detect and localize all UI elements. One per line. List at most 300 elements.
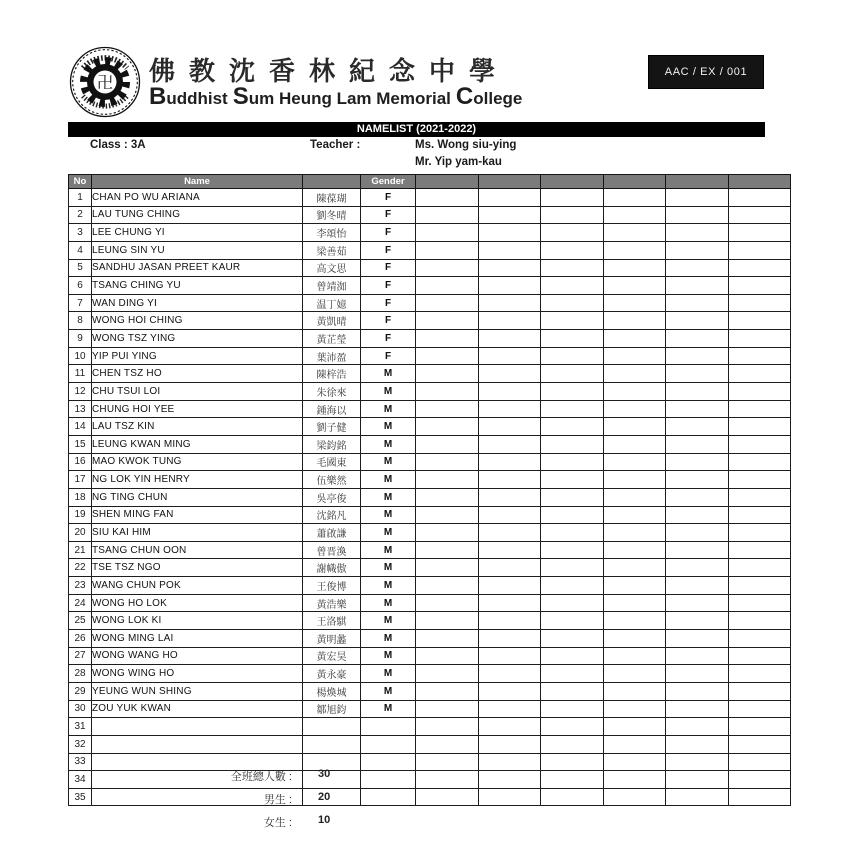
cell-gender: M bbox=[361, 594, 416, 612]
table-row bbox=[69, 488, 791, 506]
cell-empty bbox=[541, 435, 604, 453]
cell-empty bbox=[416, 506, 479, 524]
cell-empty bbox=[478, 788, 541, 806]
cell-empty bbox=[478, 383, 541, 401]
cell-english-name: CHUNG HOI YEE bbox=[92, 400, 303, 418]
cell-empty bbox=[478, 206, 541, 224]
cell-empty bbox=[541, 224, 604, 242]
cell-empty bbox=[416, 559, 479, 577]
cell-empty bbox=[478, 665, 541, 683]
cell-empty bbox=[416, 435, 479, 453]
cell-empty bbox=[666, 241, 729, 259]
cell-chinese-name: 伍樂然 bbox=[303, 471, 361, 489]
cell-gender: M bbox=[361, 541, 416, 559]
table-row bbox=[69, 206, 791, 224]
col-header-no: No bbox=[69, 175, 92, 189]
cell-empty bbox=[541, 594, 604, 612]
cell-empty bbox=[541, 506, 604, 524]
cell-english-name: LAU TSZ KIN bbox=[92, 418, 303, 436]
total-students-label: 全班總人數 : bbox=[230, 771, 292, 783]
table-row bbox=[69, 224, 791, 242]
cell-empty bbox=[666, 259, 729, 277]
cell-empty bbox=[603, 206, 666, 224]
cell-empty bbox=[416, 294, 479, 312]
cell-empty bbox=[478, 647, 541, 665]
cell-empty bbox=[666, 206, 729, 224]
cell-empty bbox=[728, 647, 791, 665]
cell-chinese-name: 黃浩樂 bbox=[303, 594, 361, 612]
cell-chinese-name: 黃宏昊 bbox=[303, 647, 361, 665]
cell-empty bbox=[478, 347, 541, 365]
teacher-name-1: Ms. Wong siu-ying bbox=[415, 139, 517, 151]
cell-chinese-name: 王俊博 bbox=[303, 577, 361, 595]
cell-empty bbox=[728, 577, 791, 595]
cell-empty bbox=[728, 347, 791, 365]
cell-empty bbox=[416, 735, 479, 753]
table-row bbox=[69, 312, 791, 330]
cell-gender: M bbox=[361, 612, 416, 630]
cell-empty bbox=[728, 612, 791, 630]
cell-empty bbox=[541, 365, 604, 383]
cell-english-name: CHU TSUI LOI bbox=[92, 383, 303, 401]
cell-chinese-name: 黃明蠡 bbox=[303, 630, 361, 648]
cell-chinese-name: 高文思 bbox=[303, 259, 361, 277]
cell-empty bbox=[666, 506, 729, 524]
cell-empty bbox=[603, 718, 666, 736]
cell-empty bbox=[728, 365, 791, 383]
cell-gender: M bbox=[361, 506, 416, 524]
cell-empty bbox=[541, 788, 604, 806]
cell-gender: M bbox=[361, 665, 416, 683]
school-name-en-part: College bbox=[455, 83, 523, 110]
cell-empty bbox=[603, 312, 666, 330]
cell-english-name: YIP PUI YING bbox=[92, 347, 303, 365]
col-header-empty bbox=[541, 175, 604, 189]
cell-empty bbox=[416, 312, 479, 330]
cell-empty bbox=[728, 665, 791, 683]
cell-empty bbox=[478, 277, 541, 295]
cell-chinese-name: 蕭啟謙 bbox=[303, 524, 361, 542]
cell-empty bbox=[728, 259, 791, 277]
cell-no: 21 bbox=[69, 541, 92, 559]
cell-empty bbox=[666, 630, 729, 648]
cell-empty bbox=[728, 206, 791, 224]
cell-english-name: SIU KAI HIM bbox=[92, 524, 303, 542]
cell-empty bbox=[416, 753, 479, 771]
cell-empty bbox=[541, 524, 604, 542]
cell-empty bbox=[603, 524, 666, 542]
cell-gender: F bbox=[361, 312, 416, 330]
cell-chinese-name: 劉子健 bbox=[303, 418, 361, 436]
cell-english-name bbox=[92, 718, 303, 736]
col-header-empty bbox=[728, 175, 791, 189]
cell-empty bbox=[603, 541, 666, 559]
cell-gender bbox=[361, 753, 416, 771]
cell-empty bbox=[666, 488, 729, 506]
cell-empty bbox=[541, 383, 604, 401]
cell-empty bbox=[416, 788, 479, 806]
cell-empty bbox=[603, 347, 666, 365]
cell-english-name: LEUNG KWAN MING bbox=[92, 435, 303, 453]
cell-empty bbox=[603, 612, 666, 630]
cell-empty bbox=[666, 612, 729, 630]
cell-english-name: TSANG CHING YU bbox=[92, 277, 303, 295]
cell-no: 27 bbox=[69, 647, 92, 665]
cell-empty bbox=[728, 541, 791, 559]
cell-no: 22 bbox=[69, 559, 92, 577]
cell-no: 23 bbox=[69, 577, 92, 595]
cell-empty bbox=[603, 735, 666, 753]
cell-empty bbox=[728, 753, 791, 771]
cell-chinese-name bbox=[303, 771, 361, 789]
cell-empty bbox=[541, 189, 604, 207]
cell-gender: M bbox=[361, 453, 416, 471]
cell-chinese-name: 梁鈞銘 bbox=[303, 435, 361, 453]
cell-chinese-name bbox=[303, 735, 361, 753]
cell-empty bbox=[666, 541, 729, 559]
cell-no: 12 bbox=[69, 383, 92, 401]
cell-empty bbox=[603, 647, 666, 665]
cell-empty bbox=[603, 435, 666, 453]
cell-empty bbox=[603, 630, 666, 648]
table-row bbox=[69, 682, 791, 700]
teacher-name-2: Mr. Yip yam-kau bbox=[415, 156, 502, 168]
cell-empty bbox=[541, 700, 604, 718]
teacher-label: Teacher : bbox=[310, 139, 361, 151]
cell-empty bbox=[603, 488, 666, 506]
cell-empty bbox=[603, 365, 666, 383]
cell-english-name: LEE CHUNG YI bbox=[92, 224, 303, 242]
cell-empty bbox=[728, 559, 791, 577]
cell-empty bbox=[666, 682, 729, 700]
boys-count-label: 男生 : bbox=[263, 794, 292, 806]
cell-no: 10 bbox=[69, 347, 92, 365]
cell-chinese-name: 陳梓浩 bbox=[303, 365, 361, 383]
cell-gender: M bbox=[361, 559, 416, 577]
col-header-name: Name bbox=[92, 175, 303, 189]
namelist-title-banner: NAMELIST (2021-2022) bbox=[68, 122, 765, 137]
cell-empty bbox=[478, 294, 541, 312]
girls-count-value: 10 bbox=[318, 814, 331, 826]
cell-empty bbox=[416, 682, 479, 700]
cell-gender: M bbox=[361, 577, 416, 595]
cell-no: 13 bbox=[69, 400, 92, 418]
cell-gender: F bbox=[361, 347, 416, 365]
cell-chinese-name: 陳葆瑚 bbox=[303, 189, 361, 207]
cell-empty bbox=[666, 647, 729, 665]
cell-empty bbox=[416, 259, 479, 277]
cell-chinese-name bbox=[303, 718, 361, 736]
cell-empty bbox=[728, 312, 791, 330]
cell-empty bbox=[728, 224, 791, 242]
cell-empty bbox=[478, 612, 541, 630]
cell-no: 30 bbox=[69, 700, 92, 718]
cell-empty bbox=[541, 330, 604, 348]
cell-empty bbox=[728, 488, 791, 506]
cell-empty bbox=[478, 312, 541, 330]
cell-no: 17 bbox=[69, 471, 92, 489]
cell-empty bbox=[666, 665, 729, 683]
cell-gender bbox=[361, 788, 416, 806]
table-row bbox=[69, 612, 791, 630]
table-row bbox=[69, 330, 791, 348]
table-row bbox=[69, 241, 791, 259]
cell-empty bbox=[478, 577, 541, 595]
cell-empty bbox=[478, 506, 541, 524]
cell-empty bbox=[541, 488, 604, 506]
class-label: Class : 3A bbox=[90, 139, 146, 151]
cell-empty bbox=[666, 788, 729, 806]
cell-empty bbox=[603, 330, 666, 348]
cell-chinese-name: 王洛騏 bbox=[303, 612, 361, 630]
cell-empty bbox=[416, 665, 479, 683]
col-header-chinese-name bbox=[303, 175, 361, 189]
cell-empty bbox=[603, 700, 666, 718]
cell-no: 4 bbox=[69, 241, 92, 259]
cell-empty bbox=[541, 753, 604, 771]
cell-english-name: CHEN TSZ HO bbox=[92, 365, 303, 383]
namelist-table-body bbox=[69, 189, 791, 806]
table-row bbox=[69, 347, 791, 365]
col-header-empty bbox=[666, 175, 729, 189]
cell-empty bbox=[603, 400, 666, 418]
cell-empty bbox=[541, 718, 604, 736]
cell-empty bbox=[416, 647, 479, 665]
table-row bbox=[69, 541, 791, 559]
cell-empty bbox=[541, 559, 604, 577]
table-row bbox=[69, 277, 791, 295]
cell-empty bbox=[728, 718, 791, 736]
cell-empty bbox=[728, 771, 791, 789]
cell-empty bbox=[728, 418, 791, 436]
cell-no: 9 bbox=[69, 330, 92, 348]
cell-empty bbox=[603, 418, 666, 436]
table-row bbox=[69, 506, 791, 524]
cell-empty bbox=[416, 224, 479, 242]
cell-empty bbox=[416, 189, 479, 207]
cell-gender: M bbox=[361, 630, 416, 648]
cell-no: 5 bbox=[69, 259, 92, 277]
col-header-gender: Gender bbox=[361, 175, 416, 189]
table-row bbox=[69, 665, 791, 683]
cell-empty bbox=[478, 735, 541, 753]
cell-empty bbox=[416, 612, 479, 630]
cell-empty bbox=[666, 524, 729, 542]
cell-no: 35 bbox=[69, 788, 92, 806]
cell-empty bbox=[478, 771, 541, 789]
cell-empty bbox=[728, 788, 791, 806]
cell-no: 25 bbox=[69, 612, 92, 630]
cell-empty bbox=[416, 718, 479, 736]
cell-empty bbox=[666, 189, 729, 207]
table-row bbox=[69, 471, 791, 489]
cell-empty bbox=[541, 241, 604, 259]
cell-empty bbox=[603, 665, 666, 683]
cell-english-name: WONG TSZ YING bbox=[92, 330, 303, 348]
cell-empty bbox=[541, 612, 604, 630]
cell-empty bbox=[541, 259, 604, 277]
cell-gender: M bbox=[361, 647, 416, 665]
cell-gender: F bbox=[361, 259, 416, 277]
cell-empty bbox=[666, 435, 729, 453]
cell-empty bbox=[416, 241, 479, 259]
cell-empty bbox=[666, 312, 729, 330]
cell-chinese-name: 葉沛盈 bbox=[303, 347, 361, 365]
cell-english-name: WANG CHUN POK bbox=[92, 577, 303, 595]
table-row bbox=[69, 594, 791, 612]
cell-empty bbox=[416, 330, 479, 348]
cell-english-name: SHEN MING FAN bbox=[92, 506, 303, 524]
cell-empty bbox=[541, 647, 604, 665]
cell-empty bbox=[416, 453, 479, 471]
cell-no: 2 bbox=[69, 206, 92, 224]
cell-gender bbox=[361, 718, 416, 736]
cell-empty bbox=[478, 259, 541, 277]
cell-english-name: WAN DING YI bbox=[92, 294, 303, 312]
cell-english-name: SANDHU JASAN PREET KAUR bbox=[92, 259, 303, 277]
table-row bbox=[69, 365, 791, 383]
cell-english-name: ZOU YUK KWAN bbox=[92, 700, 303, 718]
cell-chinese-name: 楊煥城 bbox=[303, 682, 361, 700]
table-row bbox=[69, 735, 791, 753]
cell-empty bbox=[666, 594, 729, 612]
cell-empty bbox=[478, 330, 541, 348]
cell-empty bbox=[416, 488, 479, 506]
school-name-english bbox=[149, 83, 527, 111]
table-row bbox=[69, 294, 791, 312]
cell-no: 18 bbox=[69, 488, 92, 506]
namelist-table bbox=[68, 174, 791, 806]
table-row bbox=[69, 383, 791, 401]
cell-empty bbox=[603, 189, 666, 207]
cell-chinese-name: 黃永豪 bbox=[303, 665, 361, 683]
cell-empty bbox=[666, 277, 729, 295]
cell-gender: M bbox=[361, 682, 416, 700]
table-row bbox=[69, 435, 791, 453]
cell-gender: M bbox=[361, 524, 416, 542]
school-name-en-part: Buddhist bbox=[149, 83, 228, 110]
table-row bbox=[69, 700, 791, 718]
cell-empty bbox=[478, 488, 541, 506]
table-row bbox=[69, 400, 791, 418]
cell-english-name: NG TING CHUN bbox=[92, 488, 303, 506]
cell-empty bbox=[728, 294, 791, 312]
table-row bbox=[69, 630, 791, 648]
cell-gender: M bbox=[361, 435, 416, 453]
cell-gender: F bbox=[361, 241, 416, 259]
cell-gender: M bbox=[361, 700, 416, 718]
cell-english-name: WONG WANG HO bbox=[92, 647, 303, 665]
cell-no: 34 bbox=[69, 771, 92, 789]
cell-empty bbox=[541, 347, 604, 365]
cell-empty bbox=[728, 435, 791, 453]
cell-empty bbox=[603, 383, 666, 401]
cell-empty bbox=[478, 753, 541, 771]
cell-english-name: NG LOK YIN HENRY bbox=[92, 471, 303, 489]
cell-chinese-name: 曾靖洳 bbox=[303, 277, 361, 295]
table-row bbox=[69, 418, 791, 436]
cell-gender: M bbox=[361, 418, 416, 436]
cell-empty bbox=[728, 506, 791, 524]
cell-empty bbox=[603, 224, 666, 242]
cell-english-name: WONG LOK KI bbox=[92, 612, 303, 630]
cell-empty bbox=[603, 771, 666, 789]
cell-empty bbox=[666, 347, 729, 365]
table-row bbox=[69, 524, 791, 542]
cell-chinese-name: 沈銘凡 bbox=[303, 506, 361, 524]
cell-empty bbox=[603, 471, 666, 489]
cell-gender: F bbox=[361, 277, 416, 295]
cell-english-name: WONG MING LAI bbox=[92, 630, 303, 648]
table-row bbox=[69, 453, 791, 471]
cell-empty bbox=[728, 594, 791, 612]
cell-empty bbox=[666, 365, 729, 383]
cell-empty bbox=[478, 541, 541, 559]
cell-no: 14 bbox=[69, 418, 92, 436]
cell-empty bbox=[416, 347, 479, 365]
cell-empty bbox=[416, 700, 479, 718]
table-header-row bbox=[69, 175, 791, 189]
cell-empty bbox=[603, 577, 666, 595]
school-crest-icon bbox=[68, 45, 142, 119]
boys-count-value: 20 bbox=[318, 791, 331, 803]
cell-empty bbox=[603, 682, 666, 700]
cell-chinese-name: 李頌怡 bbox=[303, 224, 361, 242]
cell-empty bbox=[416, 594, 479, 612]
cell-english-name: YEUNG WUN SHING bbox=[92, 682, 303, 700]
cell-empty bbox=[666, 735, 729, 753]
cell-no: 7 bbox=[69, 294, 92, 312]
cell-english-name: LAU TUNG CHING bbox=[92, 206, 303, 224]
cell-empty bbox=[541, 682, 604, 700]
cell-gender: M bbox=[361, 400, 416, 418]
cell-empty bbox=[541, 206, 604, 224]
cell-empty bbox=[416, 524, 479, 542]
cell-gender: M bbox=[361, 383, 416, 401]
cell-empty bbox=[603, 241, 666, 259]
table-row bbox=[69, 259, 791, 277]
cell-empty bbox=[666, 700, 729, 718]
cell-english-name: LEUNG SIN YU bbox=[92, 241, 303, 259]
total-students-value: 30 bbox=[318, 768, 331, 780]
col-header-empty bbox=[416, 175, 479, 189]
cell-empty bbox=[478, 241, 541, 259]
cell-gender: F bbox=[361, 330, 416, 348]
cell-empty bbox=[416, 400, 479, 418]
school-name-chinese: 佛教沈香林紀念中學 bbox=[149, 56, 510, 86]
cell-empty bbox=[416, 206, 479, 224]
cell-empty bbox=[478, 224, 541, 242]
cell-empty bbox=[603, 294, 666, 312]
table-row bbox=[69, 718, 791, 736]
cell-empty bbox=[478, 189, 541, 207]
cell-empty bbox=[666, 224, 729, 242]
cell-no: 8 bbox=[69, 312, 92, 330]
cell-empty bbox=[666, 294, 729, 312]
cell-chinese-name bbox=[303, 788, 361, 806]
cell-empty bbox=[666, 577, 729, 595]
svg-text:卍: 卍 bbox=[96, 73, 114, 92]
cell-empty bbox=[541, 312, 604, 330]
cell-english-name: WONG HO LOK bbox=[92, 594, 303, 612]
cell-no: 24 bbox=[69, 594, 92, 612]
cell-empty bbox=[478, 682, 541, 700]
col-header-empty bbox=[603, 175, 666, 189]
col-header-empty bbox=[478, 175, 541, 189]
cell-empty bbox=[478, 365, 541, 383]
cell-empty bbox=[541, 630, 604, 648]
table-row bbox=[69, 577, 791, 595]
